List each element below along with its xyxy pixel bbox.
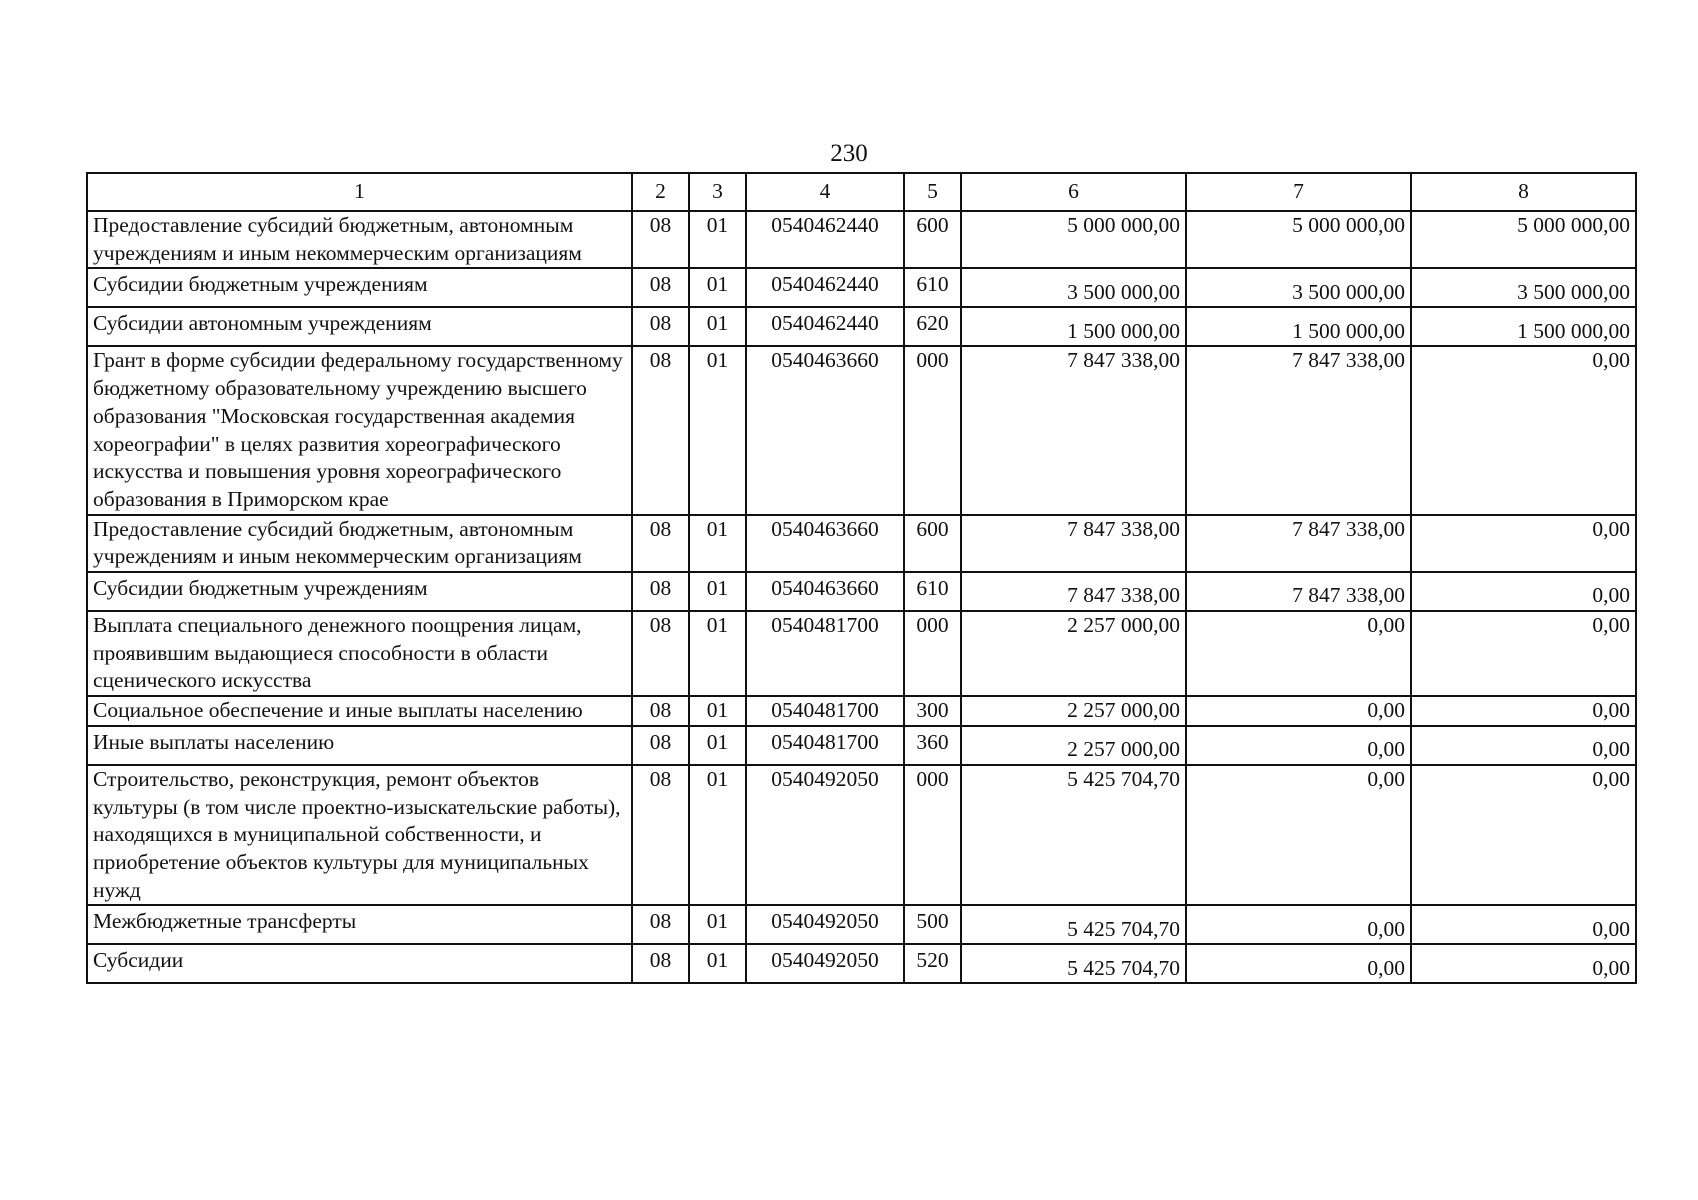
expense-type-code: 360 [904,726,961,765]
row-name: Межбюджетные трансферты [87,905,632,944]
table-row [87,726,1636,765]
header-row [87,173,1636,211]
amount-col-6: 2 257 000,00 [961,611,1186,696]
table-row [87,211,1636,268]
table-row [87,572,1636,611]
subsection-code: 01 [689,905,746,944]
header-cell: 6 [961,173,1186,211]
amount-col-6: 5 425 704,70 [961,944,1186,983]
section-code: 08 [632,726,689,765]
row-name: Субсидии бюджетным учреждениям [87,572,632,611]
amount-col-6: 3 500 000,00 [961,268,1186,307]
target-article-code: 0540462440 [746,307,904,346]
target-article-code: 0540463660 [746,515,904,572]
amount-col-8: 0,00 [1411,572,1636,611]
header-cell: 7 [1186,173,1411,211]
table-row [87,268,1636,307]
amount-col-7: 0,00 [1186,944,1411,983]
subsection-code: 01 [689,268,746,307]
amount-col-8: 0,00 [1411,726,1636,765]
amount-col-7: 7 847 338,00 [1186,515,1411,572]
section-code: 08 [632,611,689,696]
expense-type-code: 520 [904,944,961,983]
row-name: Выплата специального денежного поощрения лицам, проявившим выдающиеся способности в области сценического искусства [87,611,632,696]
section-code: 08 [632,765,689,906]
amount-col-8: 0,00 [1411,515,1636,572]
section-code: 08 [632,696,689,726]
amount-col-7: 0,00 [1186,726,1411,765]
expense-type-code: 620 [904,307,961,346]
expense-type-code: 610 [904,268,961,307]
target-article-code: 0540481700 [746,611,904,696]
table-row [87,346,1636,514]
amount-col-6: 7 847 338,00 [961,515,1186,572]
amount-col-8: 0,00 [1411,611,1636,696]
target-article-code: 0540462440 [746,211,904,268]
expense-type-code: 600 [904,211,961,268]
table-row [87,696,1636,726]
amount-col-6: 7 847 338,00 [961,346,1186,514]
amount-col-8: 1 500 000,00 [1411,307,1636,346]
amount-col-8: 0,00 [1411,944,1636,983]
amount-col-6: 5 000 000,00 [961,211,1186,268]
subsection-code: 01 [689,696,746,726]
table-row [87,905,1636,944]
row-name: Социальное обеспечение и иные выплаты населению [87,696,632,726]
target-article-code: 0540492050 [746,944,904,983]
amount-col-8: 5 000 000,00 [1411,211,1636,268]
target-article-code: 0540481700 [746,696,904,726]
row-name: Субсидии автономным учреждениям [87,307,632,346]
table-row [87,611,1636,696]
amount-col-8: 0,00 [1411,905,1636,944]
amount-col-7: 7 847 338,00 [1186,346,1411,514]
expense-type-code: 600 [904,515,961,572]
amount-col-6: 2 257 000,00 [961,726,1186,765]
expense-type-code: 000 [904,765,961,906]
header-cell: 1 [87,173,632,211]
header-cell: 4 [746,173,904,211]
amount-col-7: 0,00 [1186,765,1411,906]
table-row [87,765,1636,906]
section-code: 08 [632,905,689,944]
section-code: 08 [632,515,689,572]
subsection-code: 01 [689,611,746,696]
header-cell: 8 [1411,173,1636,211]
table-row [87,515,1636,572]
expense-type-code: 610 [904,572,961,611]
amount-col-8: 0,00 [1411,765,1636,906]
page-number: 230 [830,140,868,167]
subsection-code: 01 [689,765,746,906]
section-code: 08 [632,944,689,983]
subsection-code: 01 [689,211,746,268]
header-cell: 2 [632,173,689,211]
row-name: Предоставление субсидий бюджетным, автономным учреждениям и иным некоммерческим организациям [87,515,632,572]
target-article-code: 0540462440 [746,268,904,307]
amount-col-7: 7 847 338,00 [1186,572,1411,611]
amount-col-8: 3 500 000,00 [1411,268,1636,307]
expense-type-code: 000 [904,346,961,514]
subsection-code: 01 [689,307,746,346]
amount-col-8: 0,00 [1411,696,1636,726]
row-name: Субсидии [87,944,632,983]
subsection-code: 01 [689,944,746,983]
section-code: 08 [632,211,689,268]
expense-type-code: 300 [904,696,961,726]
row-name: Предоставление субсидий бюджетным, автономным учреждениям и иным некоммерческим организациям [87,211,632,268]
section-code: 08 [632,307,689,346]
amount-col-7: 5 000 000,00 [1186,211,1411,268]
header-cell: 3 [689,173,746,211]
amount-col-8: 0,00 [1411,346,1636,514]
target-article-code: 0540463660 [746,572,904,611]
amount-col-6: 5 425 704,70 [961,905,1186,944]
amount-col-7: 0,00 [1186,611,1411,696]
amount-col-6: 1 500 000,00 [961,307,1186,346]
row-name: Строительство, реконструкция, ремонт объектов культуры (в том числе проектно-изыскательские работы), находящихся в муниципальной собственности, и приобретение объектов культуры для муниципальных нужд [87,765,632,906]
expense-type-code: 000 [904,611,961,696]
row-name: Иные выплаты населению [87,726,632,765]
target-article-code: 0540492050 [746,905,904,944]
subsection-code: 01 [689,515,746,572]
expense-type-code: 500 [904,905,961,944]
amount-col-6: 2 257 000,00 [961,696,1186,726]
subsection-code: 01 [689,572,746,611]
amount-col-7: 0,00 [1186,905,1411,944]
subsection-code: 01 [689,726,746,765]
table-row [87,944,1636,983]
header-cell: 5 [904,173,961,211]
row-name: Субсидии бюджетным учреждениям [87,268,632,307]
subsection-code: 01 [689,346,746,514]
section-code: 08 [632,268,689,307]
table-row [87,307,1636,346]
amount-col-6: 7 847 338,00 [961,572,1186,611]
section-code: 08 [632,572,689,611]
target-article-code: 0540463660 [746,346,904,514]
amount-col-7: 3 500 000,00 [1186,268,1411,307]
target-article-code: 0540492050 [746,765,904,906]
target-article-code: 0540481700 [746,726,904,765]
budget-table [86,172,1637,984]
amount-col-7: 1 500 000,00 [1186,307,1411,346]
amount-col-6: 5 425 704,70 [961,765,1186,906]
row-name: Грант в форме субсидии федеральному государственному бюджетному образовательному учреждению высшего образования "Московская государственная академия хореографии" в целях развития хореографического искусства и повышения уровня хореографического образования в Приморском крае [87,346,632,514]
section-code: 08 [632,346,689,514]
amount-col-7: 0,00 [1186,696,1411,726]
